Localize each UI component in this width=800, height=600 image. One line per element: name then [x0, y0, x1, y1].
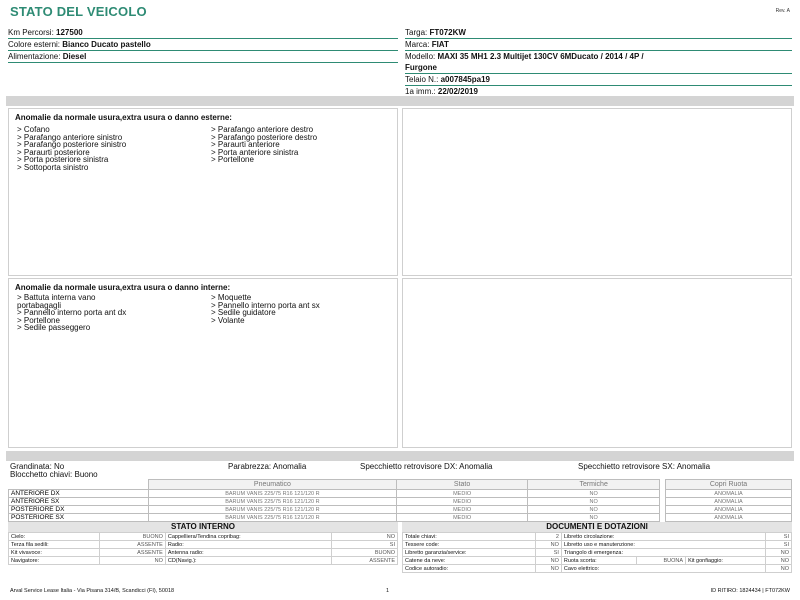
table-row: ANTERIORE DX BARUM VANIS 225/75 R16 121/120 R MEDIO NO	[9, 490, 660, 498]
list-item: > Porta posteriore sinistra	[17, 155, 109, 165]
list-item: > Battuta interna vano	[17, 293, 96, 302]
colore-field: Colore esterni: Bianco Ducato pastello	[8, 39, 398, 51]
km-field: Km Percorsi: 127500	[8, 27, 398, 39]
internal-damage-list-1	[17, 294, 126, 332]
table-row: Kit vivavoce: ASSENTE Antenna radio: BUONO	[9, 549, 398, 557]
list-item: > Parafango anteriore sinistro	[17, 132, 123, 142]
specchietto-sx-label: Specchietto retrovisore SX: Anomalia	[578, 462, 711, 471]
parabrezza-label: Parabrezza: Anomalia	[228, 462, 307, 471]
list-item: > Cofano	[17, 125, 50, 134]
modello-field-cont: Furgone	[405, 62, 792, 74]
table-row: ANOMALIA	[666, 514, 792, 522]
section-divider-band	[6, 451, 794, 461]
tyre-header-pneumatico: Pneumatico	[148, 480, 396, 490]
modello-field: Modello: MAXI 35 MH1 2.3 Multijet 130CV 6MDucato / 2014 / 4P /	[405, 52, 644, 61]
page-title: STATO DEL VEICOLO	[10, 4, 147, 19]
table-row: Catene da neve: NO Ruota scorta: BUONA Kit gonfiaggio: NO	[403, 557, 792, 565]
footer-id: ID RITIRO: 1824434 | FT072KW	[710, 588, 790, 594]
tyre-table-header	[9, 480, 660, 490]
internal-damage-panel	[8, 278, 398, 448]
list-item: > Pannello interno porta ant sx	[211, 300, 320, 310]
blocchetto-label: Blocchetto chiavi: Buono	[10, 470, 98, 479]
list-item: > Sedile guidatore	[211, 308, 276, 318]
external-damage-photo-area	[402, 108, 792, 276]
stato-interno-title: STATO INTERNO	[8, 522, 398, 532]
table-row: Codice autoradio: NO Cavo elettrico: NO	[403, 565, 792, 573]
targa-field: Targa: FT072KW	[405, 27, 792, 39]
external-damage-list-1	[17, 126, 126, 172]
table-row: Navigatore: NO CD(Navig.): ASSENTE	[9, 557, 398, 565]
list-item: > Parafango posteriore sinistro	[17, 140, 127, 150]
immatricolazione-field: 1a imm.: 22/02/2019	[405, 86, 792, 98]
list-item: > Paraurti posteriore	[17, 147, 90, 157]
external-damage-title: Anomalie da normale usura,extra usura o danno esterne:	[15, 113, 232, 122]
table-row: POSTERIORE SX BARUM VANIS 225/75 R16 121/120 R MEDIO NO	[9, 514, 660, 522]
documenti-table	[402, 532, 792, 573]
table-row: ANOMALIA	[666, 506, 792, 514]
tyre-header-termiche: Termiche	[528, 480, 660, 490]
stato-interno-table	[8, 532, 398, 565]
list-item: > Porta anteriore sinistra	[211, 147, 299, 157]
copri-ruota-table	[665, 479, 792, 522]
list-item: > Parafango anteriore destro	[211, 125, 314, 134]
internal-damage-title: Anomalie da normale usura,extra usura o danno interne:	[15, 283, 231, 292]
list-item: portabagagli	[17, 300, 62, 310]
revision-label: Rev. A	[775, 8, 790, 14]
table-row: Totale chiavi: 2 Libretto circolazione: SI	[403, 533, 792, 541]
list-item: > Paraurti anteriore	[211, 140, 280, 150]
table-row: ANTERIORE SX BARUM VANIS 225/75 R16 121/120 R MEDIO NO	[9, 498, 660, 506]
tyre-table	[8, 479, 660, 522]
marca-field: Marca: FIAT	[405, 39, 792, 51]
list-item: > Portellone	[211, 155, 254, 165]
vehicle-info-right	[405, 27, 792, 98]
grandinata-label: Grandinata: No	[10, 462, 65, 471]
specchietto-dx-label: Specchietto retrovisore DX: Anomalia	[360, 462, 493, 471]
vehicle-info-left	[8, 27, 398, 63]
copri-ruota-header: Copri Ruota	[666, 480, 792, 490]
table-row: Cielo: BUONO Cappelliera/Tendina copribag: NO	[9, 533, 398, 541]
tyre-header-stato: Stato	[396, 480, 527, 490]
internal-damage-photo-area	[402, 278, 792, 448]
list-item: > Sottoporta sinistro	[17, 162, 89, 172]
section-divider-band	[6, 96, 794, 106]
table-row: Terza fila sedili: ASSENTE Radio: SI	[9, 541, 398, 549]
table-row: ANOMALIA	[666, 490, 792, 498]
footer-company: Arval Service Lease Italia - Via Pisana 314/B, Scandicci (FI), 50018	[10, 588, 175, 594]
table-row: Tessere code: NO Libretto uso e manutenzione: SI	[403, 541, 792, 549]
alimentazione-field: Alimentazione: Diesel	[8, 51, 398, 63]
list-item: > Parafango posteriore destro	[211, 132, 318, 142]
table-row: ANOMALIA	[666, 498, 792, 506]
internal-damage-list-2	[211, 294, 320, 324]
documenti-section	[402, 522, 792, 573]
external-damage-panel	[8, 108, 398, 276]
tyre-header-position	[9, 480, 149, 490]
external-damage-list-2	[211, 126, 317, 164]
list-item: > Sedile passeggero	[17, 323, 91, 333]
list-item: > Moquette	[211, 293, 252, 302]
list-item: > Portellone	[17, 315, 60, 325]
table-row: POSTERIORE DX BARUM VANIS 225/75 R16 121/120 R MEDIO NO	[9, 506, 660, 514]
telaio-field: Telaio N.: a007845pa19	[405, 74, 792, 86]
stato-interno-section	[8, 522, 398, 565]
documenti-title: DOCUMENTI E DOTAZIONI	[402, 522, 792, 532]
footer-page-number: 1	[386, 588, 390, 594]
list-item: > Pannello interno porta ant dx	[17, 308, 127, 318]
table-row: Libretto garanzia/service: SI Triangolo di emergenza: NO	[403, 549, 792, 557]
list-item: > Volante	[211, 315, 245, 325]
